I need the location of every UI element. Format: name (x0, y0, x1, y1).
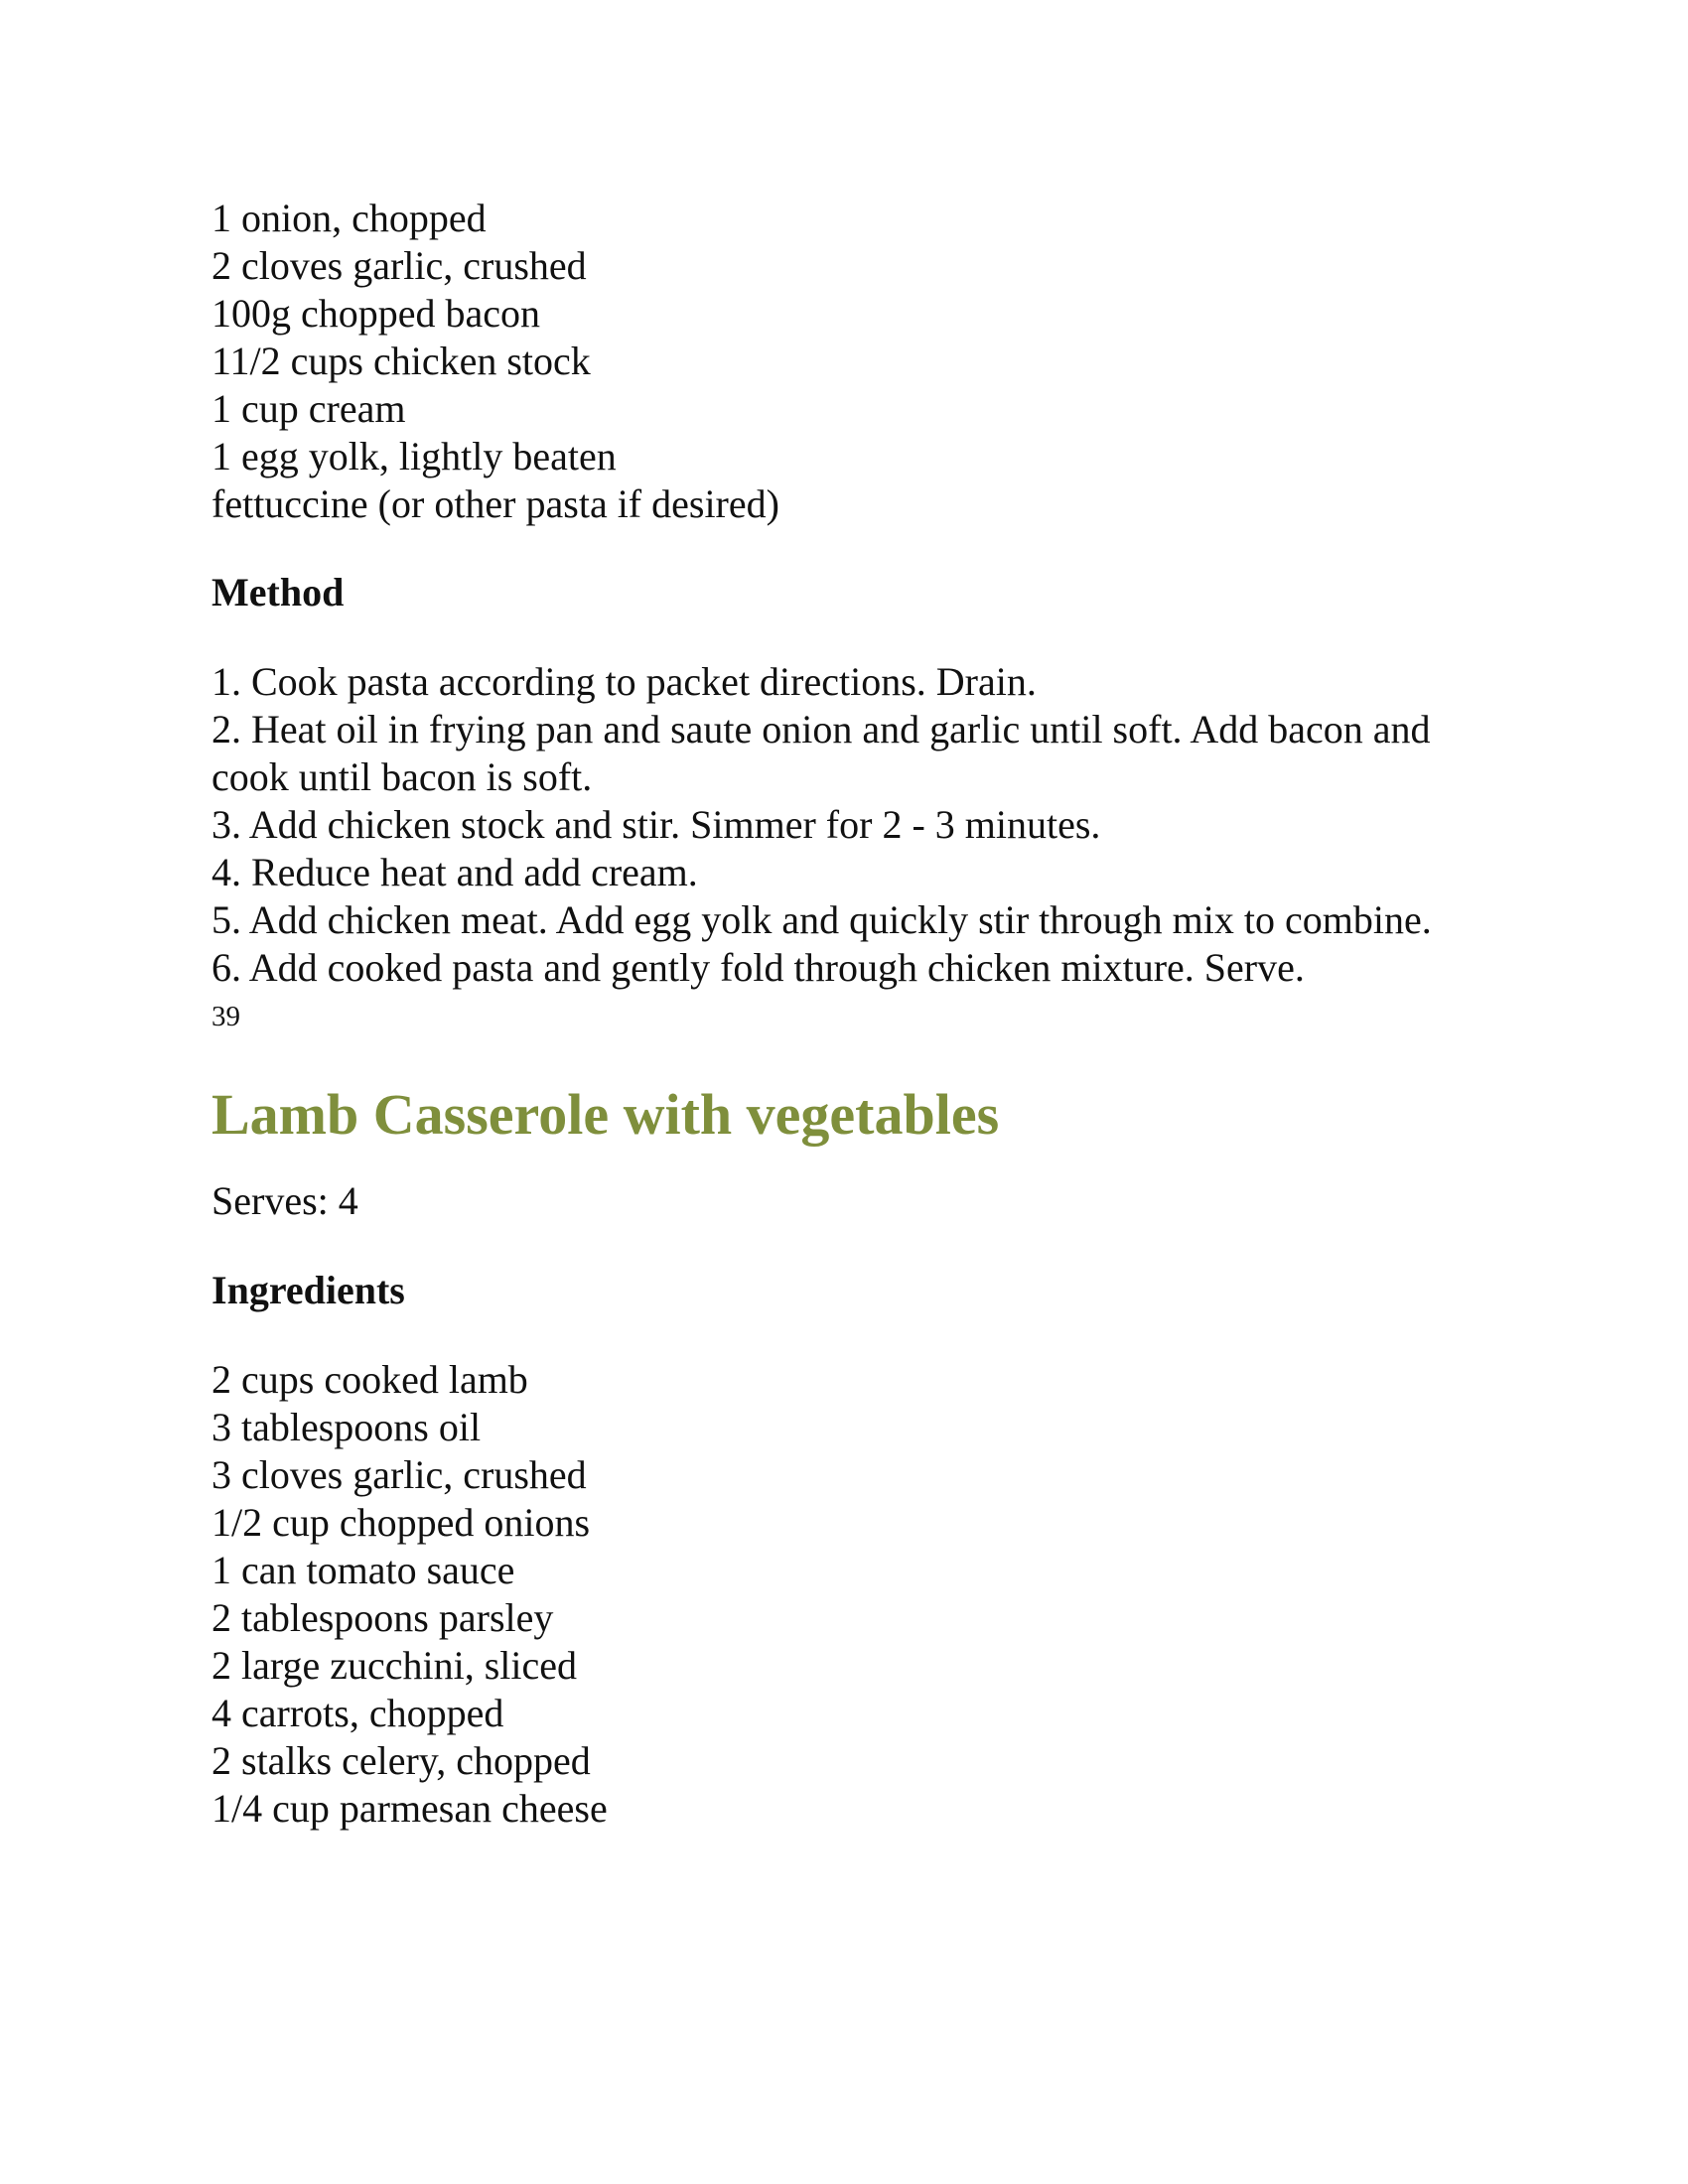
ingredient-item: 3 tablespoons oil (211, 1405, 482, 1449)
ingredients-heading: Ingredients (211, 1268, 405, 1312)
ingredient-item: 1/4 cup parmesan cheese (211, 1786, 608, 1831)
method-step: 3. Add chicken stock and stir. Simmer for 2 - 3 minutes. (211, 802, 1101, 847)
page-number: 39 (211, 1001, 240, 1032)
ingredient-item: 1 can tomato sauce (211, 1548, 515, 1592)
ingredient-item: 1/2 cup chopped onions (211, 1500, 591, 1545)
method-step: 6. Add cooked pasta and gently fold through chicken mixture. Serve. (211, 945, 1305, 990)
method-step: 4. Reduce heat and add cream. (211, 850, 698, 894)
ingredient-item: 3 cloves garlic, crushed (211, 1452, 587, 1497)
ingredient-item: 2 stalks celery, chopped (211, 1738, 591, 1783)
ingredient-item: 2 cups cooked lamb (211, 1357, 528, 1402)
method-step: 1. Cook pasta according to packet directions. Drain. (211, 659, 1037, 704)
serves-line: Serves: 4 (211, 1178, 358, 1223)
ingredient-item: 1 egg yolk, lightly beaten (211, 434, 617, 478)
ingredient-item: 100g chopped bacon (211, 291, 541, 336)
ingredient-list-continued (211, 195, 1502, 528)
ingredient-item: fettuccine (or other pasta if desired) (211, 481, 779, 526)
ingredient-item: 2 cloves garlic, crushed (211, 243, 587, 288)
method-heading: Method (211, 570, 345, 614)
method-step: 5. Add chicken meat. Add egg yolk and quickly stir through mix to combine. (211, 897, 1432, 942)
recipe-title: Lamb Casserole with vegetables (211, 1082, 1000, 1147)
ingredient-list (211, 1356, 1502, 1833)
method-list (211, 658, 1502, 992)
method-step: 2. Heat oil in frying pan and saute onion and garlic until soft. Add bacon and cook until bacon is soft. (211, 707, 1431, 799)
ingredient-item: 2 tablespoons parsley (211, 1595, 554, 1640)
document-page (211, 195, 1502, 1833)
ingredient-item: 1 cup cream (211, 386, 406, 431)
ingredient-item: 11/2 cups chicken stock (211, 339, 591, 383)
ingredient-item: 2 large zucchini, sliced (211, 1643, 578, 1688)
ingredient-item: 4 carrots, chopped (211, 1691, 504, 1735)
ingredient-item: 1 onion, chopped (211, 196, 487, 240)
